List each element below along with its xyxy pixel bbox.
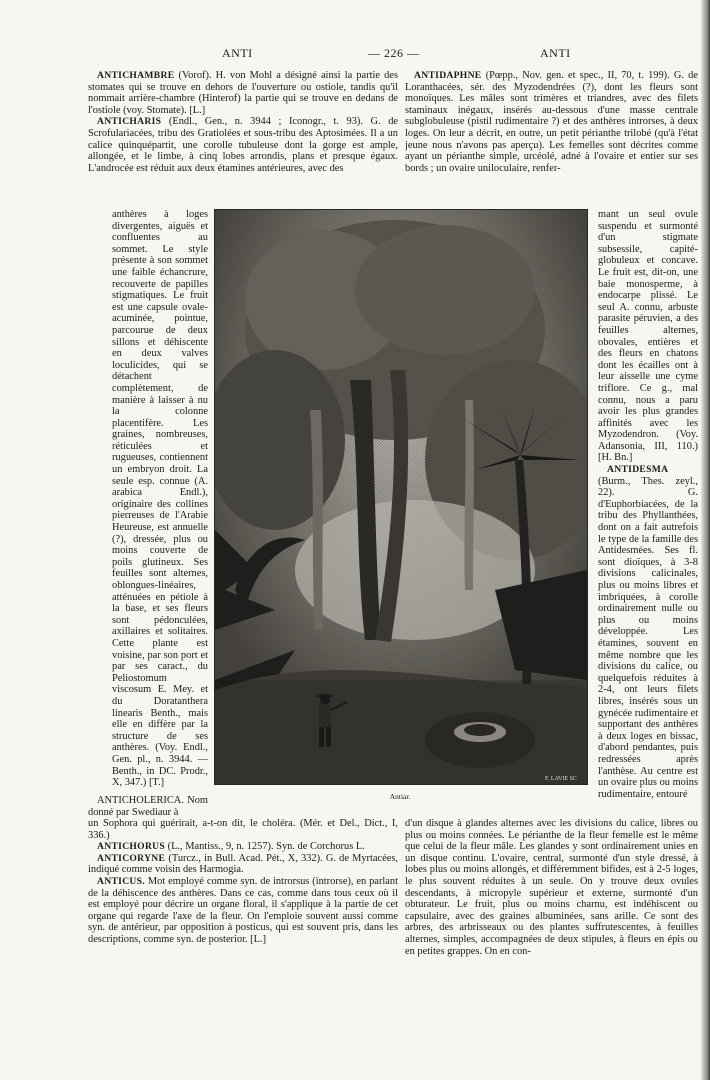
entry-anticholerica-cont: un Sophora qui guérirait, a-t-on dit, le choléra. (Mér. et Del., Dict., I, 336.) — [88, 818, 398, 841]
right-column-bottom — [405, 818, 698, 978]
entry-text: (Vorof). H. von Mohl a désigné ainsi la partie des stomates qui se trouve en dehors de l'ouverture ou ostiole, tandis qu'il nommait arrière-chambre (Hinterof) la partie qui se trouve en dedans de l'ostiole (voy. Stomate). [L.] — [88, 70, 398, 116]
forest-engraving — [215, 210, 587, 784]
right-column-top — [405, 70, 698, 210]
left-column-bottom — [88, 818, 398, 978]
entry-text: (Turcz., in Bull. Acad. Pét., X, 332). G. de Myrtacées, indiqué comme voisin des Harmogia. — [88, 852, 398, 876]
entry-antichorus — [88, 841, 398, 853]
entry-antidesma-cont: d'un disque à glandes alternes avec les divisions du calice, libres ou plus ou moins connées. Le périanthe de la fleur femelle est le même que celui de la fleur mâle. Les glandes y sont ordinairement unies en un disque continu. L'ovaire, central, surmonté d'un style dressé, à lobes plus ou moins allongés, et différemment bifides, est à 2-5 loges, le plus souvent réduites à un seule. On y trouve deux ovules descendants, à micropyle supérieur et externe, surmonté d'un obturateur. Le fruit, plus ou moins charnu, est indéhiscent ou capsulaire, avec des graines albuminées, sans arille. Ce sont des arbres, des arbrisseaux ou des plantes suffrutescentes, à feuilles alternes, simples, accompagnées de deux stipules, à fleurs en épis ou en petites grappes. On en con- — [405, 818, 698, 957]
entry-anticus — [88, 876, 398, 946]
engraver-signature: F. LAVIE SC — [545, 776, 577, 782]
entry-text: (Burm., Thes. zeyl., 22). G. d'Euphorbiacées, de la tribu des Phyllanthées, dont on a fait autrefois le type de la famille des Antidesmées. Ses fl. sont dioïques, à 3-8 divisions calicinales, plus ou moins libres et imbriquées, à corolle ordinairement nulle ou plus ou moins développée. Les étamines, souvent en même nombre que les divisions du calice, ou quelquefois réduites à 2-4, ont leurs filets libres, insérés sous un gynécée rudimentaire et supportant des anthères à deux loges en bissac, d'abord pendantes, puis redressées après l'anthèse. Au centre est un ovaire plus ou moins rudimentaire, entouré — [598, 475, 698, 800]
headword: ANTICORYNE — [97, 852, 166, 864]
headword: ANTICUS. — [97, 875, 145, 887]
entry-text: Mot employé comme syn. de introrsus (introrse), en parlant de la déhiscence des anthères. Dans ce cas, comme dans tous ceux où il est employé pour décrire un organe floral, il s'applique à la partie de cet organe qui regarde l'axe de la fleur. On l'emploie souvent aussi comme syn. de antérieur, par opposition à posticus, qui est souvent pris, dans les descriptions, comme syn. de posterior. [L.] — [88, 875, 398, 945]
engraving-illustration — [214, 209, 588, 785]
entry-text: (L., Mantiss., 9, n. 1257). Syn. de Corchorus L. — [167, 841, 365, 853]
entry-text: (Endl., Gen., n. 3944 ; Iconogr., t. 93). G. de Scrofulariacées, tribu des Gratiolées et sous-tribu des Aptosimées. Il a un calice quinquépartit, une corolle tubuleuse dont la gorge est ample, allongée, et le limbe, à cinq lobes arrondis, plans et presque égaux. L'androcée est réduit aux deux étamines antérieures, avec des — [88, 116, 398, 174]
entry-antichambre — [88, 70, 398, 116]
entry-anticharis — [88, 116, 398, 174]
headword: ANTIDESMA — [607, 464, 669, 476]
entry-antidaphne — [405, 70, 698, 174]
running-head-right: ANTI — [540, 46, 571, 60]
entry-antidesma — [598, 464, 698, 800]
headword: ANTICHAMBRE — [97, 70, 175, 81]
left-column-narrow — [112, 209, 208, 795]
right-column-narrow — [598, 209, 698, 817]
headword: ANTICHARIS — [97, 116, 162, 128]
entry-anticoryne — [88, 853, 398, 876]
entry-antidaphne-cont: mant un seul ovule suspendu et surmonté d'un stigmate subsessile, capité-globuleux et concave. Le fruit est, dit-on, une baie monosperme, à endocarpe plissé. Le seul A. connu, arbuste parasite péruvien, a des feuilles alternes, obovales, entières et des fleurs en chatons dont les écailles ont à leur aisselle une cyme triflore. Ce g., mal connu, nous a paru avoir les plus grandes affinités avec les Myzodendron. (Voy. Adansonia, III, 110.) [H. Bn.] — [598, 209, 698, 464]
left-column-narrow-end — [88, 795, 208, 819]
entry-anticholerica: ANTICHOLERICA. Nom donné par Swediaur à — [88, 795, 208, 818]
entry-anticharis-cont: anthères à loges divergentes, aiguës et confluentes au sommet. Le style présente à son sommet une faible échancrure, recouverte de papilles stigmatiques. Le fruit est une capsule ovale-acuminée, pointue, parcourue de deux sillons et déhiscente en deux valves loculicides, qui se détachent complètement, de manière à laisser à nu la colonne placentifère. Les graines, nombreuses, réticulées et rugueuses, contiennent un embryon droit. La seule esp. connue (A. arabica Endl.), originaire des collines pierreuses de l'Arabie Heureuse, est annuelle (?), dressée, plus ou moins couverte de poils glutineux. Ses feuilles sont alternes, oblongues-linéaires, atténuées en pétiole à la base, et ses fleurs sont pédonculées, axillaires et solitaires. Cette plante est voisine, par son port et par ses caract., du Peliostomum viscosum E. Mey. et du Doratanthera linearis Benth., mais elle en diffère par la structure de ses anthères. (Voy. Endl., Gen. pl., n. 3944. — Benth., in DC. Prodr., X, 347.) [T.] — [112, 209, 208, 789]
entry-text: (Pœpp., Nov. gen. et spec., II, 70, t. 199). G. de Loranthacées, sér. des Myzodendrées (?), dont les fleurs sont monoïques. Les mâles sont trimères et triandres, avec des filets staminaux inégaux, insérés au-dessous d'une masse centrale subglobuleuse (pistil rudimentaire ?) et des anthères introrses, à deux loges. On leur a décrit, en outre, un petit périanthe trilobé (qu'à l'état jeune nous n'avons pas aperçu). Les femelles sont décrites comme ayant un périanthe simple, urcéolé, adné à l'ovaire et entier sur ses bords ; un ovaire uniloculaire, renfer- — [405, 70, 698, 174]
headword: ANTIDAPHNE — [414, 70, 482, 81]
left-column-top — [88, 70, 398, 210]
page-edge-shadow — [701, 0, 710, 1080]
page-number: — 226 — — [368, 46, 420, 60]
running-head-left: ANTI — [222, 46, 253, 60]
headword: ANTICHORUS — [97, 841, 166, 853]
figure-caption: Antiar. — [389, 792, 411, 801]
